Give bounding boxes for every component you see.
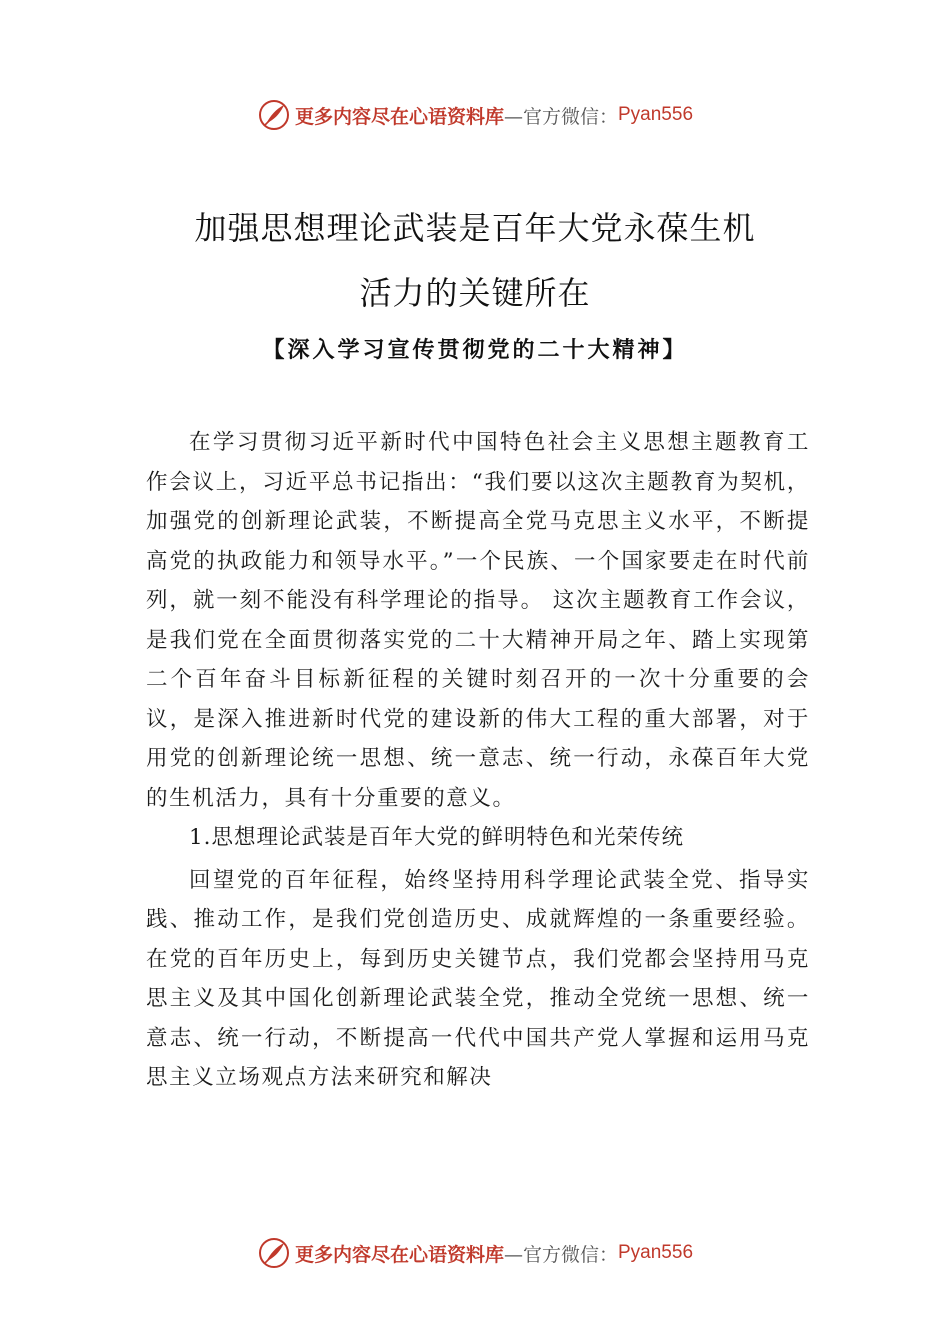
footer-banner (0, 1233, 950, 1273)
banner-wechat-id: Pyan556 (618, 104, 694, 125)
section-heading: 1.思想理论武装是百年大党的鲜明特色和光荣传统 (189, 825, 685, 850)
banner-wechat-label: —官方微信： (503, 1243, 618, 1266)
body-paragraph: 在学习贯彻习近平新时代中国特色社会主义思想主题教育工作会议上，习近平总书记指出：“我们要以这次主题教育为契机，加强党的创新理论武装，不断提高全党马克思主义水平，不断提高党的执政能力和领导水平。”一个民族、一个国家要走在时代前列，就一刻不能没有科学理论的指导。 这次主题教育工作会议，是我们党在全面贯彻落实党的二十大精神开局之年、踏上实现第二个百年奋斗目标新征程的关键时刻召开的一次十分重要的会议，是深入推进新时代党的建设新的伟大工程的重大部署，对于用党的创新理论统一思想、统一意志、统一行动，永葆百年大党的生机活力，具有十分重要的意义。 (146, 430, 810, 811)
banner-library-text: 更多内容尽在心语资料库 (294, 1243, 504, 1266)
banner-wechat-id: Pyan556 (618, 1242, 694, 1263)
document-body (146, 423, 810, 1098)
banner-wechat-label: —官方微信： (503, 105, 618, 128)
feather-pen-circle-icon (257, 98, 291, 132)
body-paragraph: 回望党的百年征程，始终坚持用科学理论武装全党、指导实践、推动工作，是我们党创造历史、成就辉煌的一条重要经验。在党的百年历史上，每到历史关键节点，我们党都会坚持用马克思主义及其中国化创新理论武装全党，推动全党统一思想、统一意志、统一行动，不断提高一代代中国共产党人掌握和运用马克思主义立场观点方法来研究和解决 (146, 867, 810, 1090)
feather-pen-circle-icon (257, 1236, 291, 1270)
document-title-line-1: 加强思想理论武装是百年大党永葆生机 (194, 209, 756, 247)
header-banner (0, 95, 950, 135)
document-subtitle: 【深入学习宣传贯彻党的二十大精神】 (262, 337, 688, 363)
banner-library-text: 更多内容尽在心语资料库 (294, 105, 504, 128)
document-title-line-2: 活力的关键所在 (359, 274, 591, 312)
